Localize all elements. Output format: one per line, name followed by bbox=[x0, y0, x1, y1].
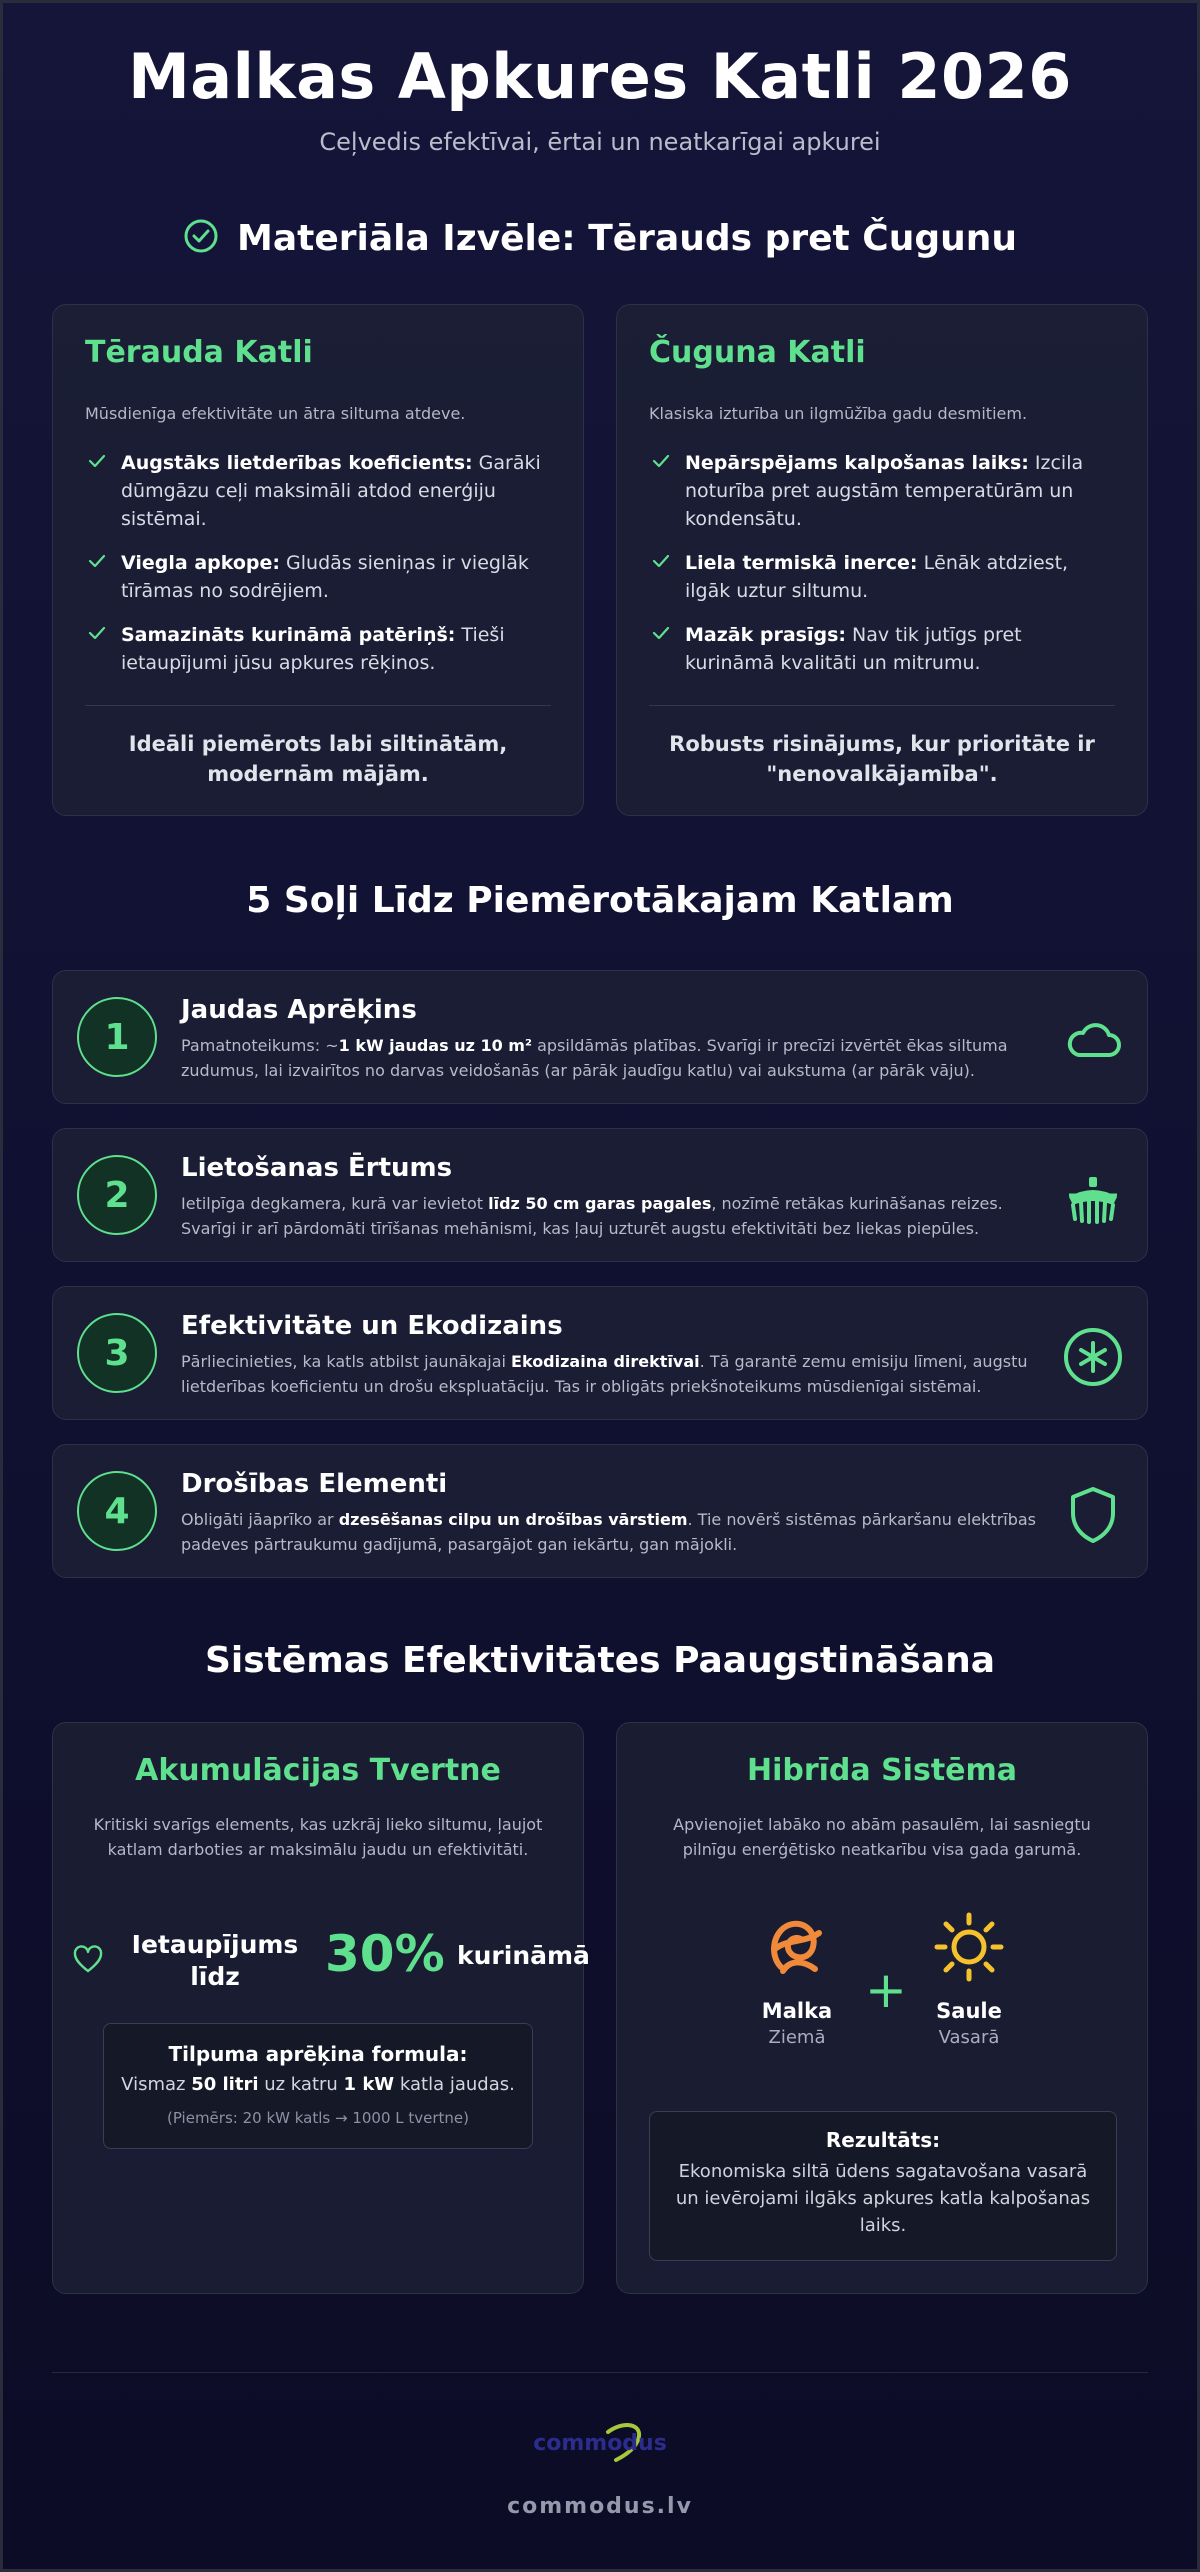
page-subtitle: Ceļvedis efektīvai, ērtai un neatkarīgai apkurei bbox=[319, 128, 881, 156]
point-bold: Liela termiskā inerce: bbox=[685, 552, 918, 574]
wood-name: Malka bbox=[761, 1999, 833, 2023]
desc-bold: līdz 50 cm garas pagales bbox=[488, 1194, 712, 1213]
shield-icon bbox=[1061, 1483, 1125, 1547]
footer-divider bbox=[52, 2372, 1148, 2373]
desc-text: Pamatnoteikums: ~ bbox=[181, 1036, 339, 1055]
point-text: Tieši ietaupījumi jūsu apkures rēķinos. bbox=[121, 624, 505, 674]
desc-text: apsildāmās platības. Svarīgi ir precīzi izvērtēt ēkas siltuma zudumus, lai izvairītos no darvas veidošanās (ar pārāk jaudīgu katlu) vai aukstuma (ar pārāk vāju). bbox=[181, 1036, 1008, 1080]
step-number: 4 bbox=[77, 1471, 157, 1551]
list-item bbox=[649, 621, 1115, 677]
check-icon bbox=[651, 623, 671, 643]
steel-points-list bbox=[85, 449, 551, 677]
savings-value: 30% bbox=[325, 1925, 445, 1983]
point-bold: Samazināts kurināmā patēriņš: bbox=[121, 624, 456, 646]
check-icon bbox=[651, 551, 671, 571]
divider bbox=[85, 705, 551, 706]
steel-verdict: Ideāli piemērots labi siltinātām, modernām mājām. bbox=[128, 732, 508, 786]
desc-text: . Tie novērš sistēmas pārkaršanu elektrības padeves pārtraukumu gadījumā, pasargājot gan iekārtu, gan mājokli. bbox=[181, 1510, 1037, 1554]
formula-part: katla jaudas. bbox=[394, 2074, 515, 2095]
wood-item bbox=[727, 1909, 867, 2048]
step-card bbox=[52, 1444, 1148, 1578]
result-box bbox=[649, 2111, 1117, 2261]
step-title: Jaudas Aprēķins bbox=[181, 995, 417, 1025]
check-icon bbox=[87, 623, 107, 643]
check-icon bbox=[87, 551, 107, 571]
steel-card bbox=[52, 304, 584, 816]
point-text: Garāki dūmgāzu ceļi maksimāli atdod enerģiju sistēmai. bbox=[121, 452, 541, 530]
castiron-card bbox=[616, 304, 1148, 816]
step-title: Efektivitāte un Ekodizains bbox=[181, 1311, 563, 1341]
point-text: Nav tik jutīgs pret kurināmā kvalitāti un mitrumu. bbox=[685, 624, 1022, 674]
step-description bbox=[181, 1033, 1041, 1083]
step-number: 3 bbox=[77, 1313, 157, 1393]
check-circle-icon bbox=[183, 218, 219, 254]
step-card bbox=[52, 1128, 1148, 1262]
efficiency-section-title: Sistēmas Efektivitātes Paaugstināšana bbox=[204, 1640, 996, 1681]
hybrid-diagram bbox=[617, 1909, 1149, 2069]
point-bold: Mazāk prasīgs: bbox=[685, 624, 846, 646]
desc-bold: dzesēšanas cilpu un drošības vārstiem bbox=[338, 1510, 688, 1529]
steel-card-lead: Mūsdienīga efektivitāte un ātra siltuma atdeve. bbox=[85, 404, 466, 423]
materials-section-title bbox=[0, 218, 1200, 259]
step-number: 1 bbox=[77, 997, 157, 1077]
formula-bold: 1 kW bbox=[343, 2074, 395, 2095]
castiron-verdict: Robusts risinājums, kur prioritāte ir "nenovalkājamība". bbox=[669, 732, 1095, 786]
formula-part: uz katru bbox=[258, 2074, 344, 2095]
tank-card bbox=[52, 1722, 590, 2294]
check-icon bbox=[651, 451, 671, 471]
hybrid-card-title: Hibrīda Sistēma bbox=[746, 1753, 1018, 1788]
list-item bbox=[85, 449, 551, 533]
sun-icon bbox=[931, 1909, 1007, 1985]
result-title: Rezultāts: bbox=[825, 2128, 941, 2152]
cloud-icon bbox=[1061, 1009, 1125, 1073]
logo-text: commodus bbox=[533, 2431, 667, 2456]
formula-text bbox=[104, 2074, 532, 2095]
desc-bold: 1 kW jaudas uz 10 m² bbox=[338, 1036, 532, 1055]
desc-text: . Tā garantē zemu emisiju līmeni, augstu lietderības koeficientu un drošu ekspluatāciju. Tas ir obligāts priekšnoteikums mūsdienīgai sistēmai. bbox=[181, 1352, 1028, 1396]
asterisk-icon bbox=[1061, 1325, 1125, 1389]
savings-stat bbox=[73, 1919, 590, 1999]
plus-sign: + bbox=[865, 1961, 907, 2019]
step-card bbox=[52, 970, 1148, 1104]
firewood-icon bbox=[759, 1909, 835, 1985]
heart-icon bbox=[73, 1945, 103, 1975]
check-icon bbox=[87, 451, 107, 471]
desc-text: Ietilpīga degkamera, kurā var ievietot bbox=[181, 1194, 489, 1213]
steel-card-title: Tērauda Katli bbox=[85, 335, 313, 370]
desc-text: Pārliecinieties, ka katls atbilst jaunākajai bbox=[181, 1352, 512, 1371]
tank-card-title: Akumulācijas Tvertne bbox=[135, 1753, 501, 1788]
desc-text: Obligāti jāaprīko ar bbox=[181, 1510, 339, 1529]
castiron-points-list bbox=[649, 449, 1115, 677]
list-item bbox=[85, 621, 551, 677]
formula-example: (Piemērs: 20 kW katls → 1000 L tvertne) bbox=[166, 2109, 470, 2127]
step-title: Lietošanas Ērtums bbox=[181, 1153, 453, 1183]
hybrid-card-lead: Apvienojiet labāko no abām pasaulēm, lai sasniegtu pilnīgu enerģētisko neatkarību visa gada garumā. bbox=[673, 1815, 1091, 1859]
hybrid-card bbox=[616, 1722, 1148, 2294]
commodus-logo bbox=[520, 2410, 680, 2480]
wood-season: Ziemā bbox=[768, 2027, 826, 2048]
steps-section-title: 5 Soļi Līdz Piemērotākajam Katlam bbox=[246, 880, 954, 921]
step-number: 2 bbox=[77, 1155, 157, 1235]
result-text: Ekonomiska siltā ūdens sagatavošana vasarā un ievērojami ilgāks apkures katla kalpošanas laiks. bbox=[675, 2161, 1091, 2236]
formula-bold: 50 litri bbox=[191, 2074, 259, 2095]
tank-card-lead: Kritiski svarīgs elements, kas uzkrāj lieko siltumu, ļaujot katlam darboties ar maksimālu jaudu un efektivitāti. bbox=[93, 1815, 543, 1859]
sun-item bbox=[899, 1909, 1039, 2048]
point-text: Gludās sieniņas ir vieglāk tīrāmas no sodrējiem. bbox=[121, 552, 529, 602]
formula-box bbox=[103, 2023, 533, 2149]
point-bold: Augstāks lietderības koeficients: bbox=[121, 452, 473, 474]
desc-text: , nozīmē retākas kurināšanas reizes. Svarīgi ir arī pārdomāti tīrīšanas mehānismi, kas ļauj uzturēt augstu efektivitāti bez liekas piepūles. bbox=[181, 1194, 1003, 1238]
savings-unit: kurināmā bbox=[457, 1941, 590, 1970]
list-item bbox=[85, 549, 551, 605]
step-title: Drošības Elementi bbox=[181, 1469, 448, 1499]
sun-name: Saule bbox=[936, 1999, 1002, 2023]
point-bold: Nepārspējams kalpošanas laiks: bbox=[685, 452, 1029, 474]
savings-label: Ietaupījums līdz bbox=[131, 1930, 299, 1991]
materials-section-title-text: Materiāla Izvēle: Tērauds pret Čugunu bbox=[237, 218, 1017, 259]
step-description bbox=[181, 1507, 1041, 1557]
formula-title: Tilpuma aprēķina formula: bbox=[168, 2042, 468, 2066]
castiron-card-lead: Klasiska izturība un ilgmūžība gadu desmitiem. bbox=[649, 404, 1028, 423]
page-title: Malkas Apkures Katli 2026 bbox=[128, 40, 1072, 113]
point-text: Lēnāk atdziest, ilgāk uztur siltumu. bbox=[685, 552, 1069, 602]
list-item bbox=[649, 549, 1115, 605]
point-text: Izcila noturība pret augstām temperatūrām un kondensātu. bbox=[685, 452, 1084, 530]
formula-part: Vismaz bbox=[121, 2074, 192, 2095]
brush-icon bbox=[1061, 1167, 1125, 1231]
desc-bold: Ekodizaina direktīvai bbox=[511, 1352, 700, 1371]
step-description bbox=[181, 1191, 1041, 1241]
step-description bbox=[181, 1349, 1041, 1399]
step-card bbox=[52, 1286, 1148, 1420]
castiron-card-title: Čuguna Katli bbox=[649, 335, 866, 370]
divider bbox=[649, 705, 1115, 706]
list-item bbox=[649, 449, 1115, 533]
sun-season: Vasarā bbox=[938, 2027, 1000, 2048]
footer-url[interactable]: commodus.lv bbox=[507, 2494, 693, 2519]
point-bold: Viegla apkope: bbox=[121, 552, 281, 574]
